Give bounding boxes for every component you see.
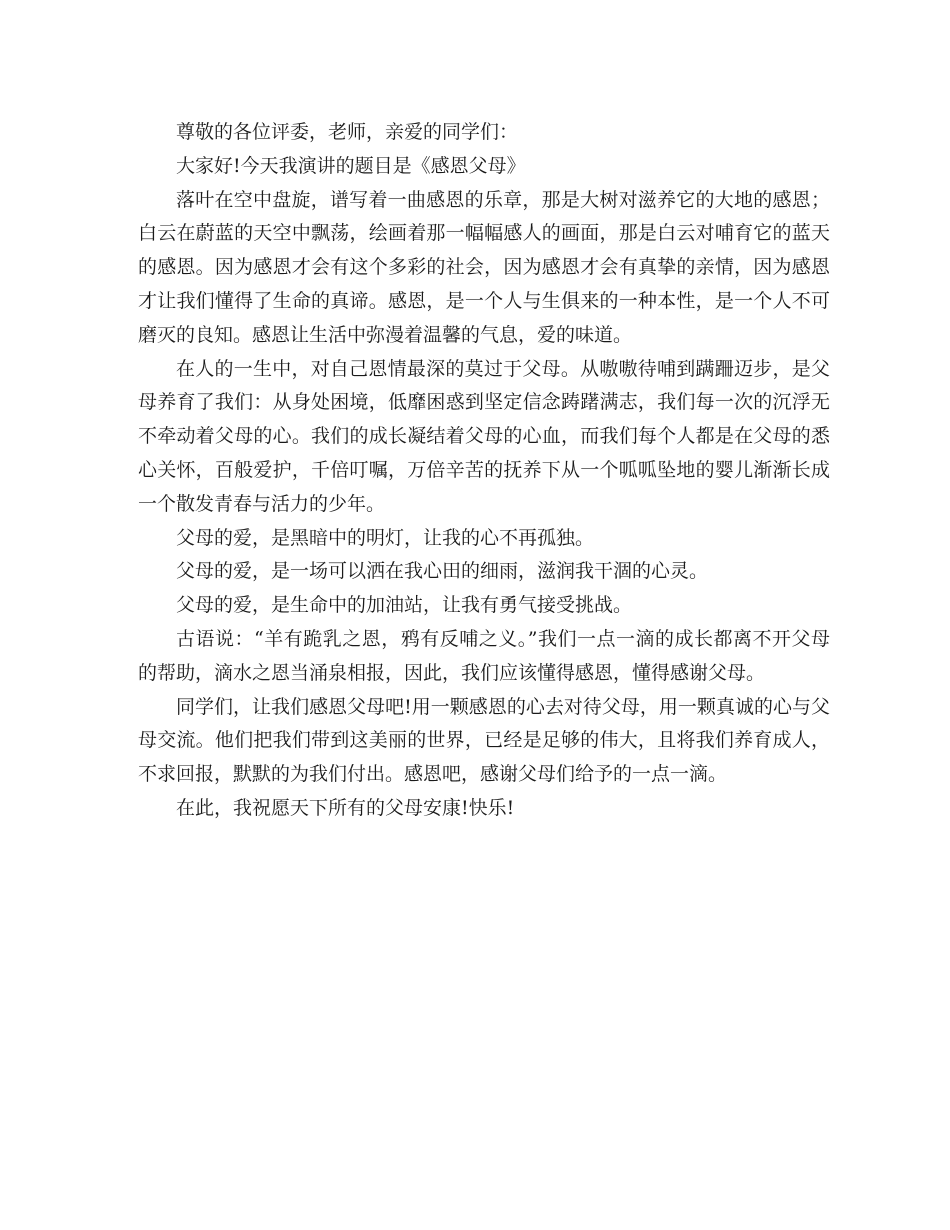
greeting-paragraph: 大家好!今天我演讲的题目是《感恩父母》 <box>176 154 526 177</box>
body-paragraph: 在人的一生中，对自己恩情最深的莫过于父母。从嗷嗷待哺到蹒跚迈步，是父母养育了我们：从身处困境，低靡困惑到坚定信念踌躇满志，我们每一次的沉浮无不牵动着父母的心。我们的成长凝结着父母的心血，而我们每个人都是在父母的悉心关怀，百般爱护，千倍叮嘱，万倍辛苦的抚养下从一个呱呱坠地的婴儿渐渐长成一个散发青春与活力的少年。 <box>138 357 830 515</box>
closing-paragraph: 在此，我祝愿天下所有的父母安康!快乐! <box>176 796 515 819</box>
salutation-paragraph: 尊敬的各位评委，老师，亲爱的同学们： <box>176 121 519 143</box>
body-paragraph: 同学们，让我们感恩父母吧!用一颗感恩的心去对待父母，用一颗真诚的心与父母交流。他们把我们带到这美丽的世界，已经是足够的伟大，且将我们养育成人，不求回报，默默的为我们付出。感恩吧，感谢父母们给予的一点一滴。 <box>138 695 830 786</box>
body-paragraph: 古语说：“羊有跪乳之恩，鸦有反哺之义。”我们一点一滴的成长都离不开父母的帮助，滴水之恩当涌泉相报，因此，我们应该懂得感恩，懂得感谢父母。 <box>138 627 830 684</box>
speech-body <box>138 116 830 826</box>
body-paragraph: 父母的爱，是生命中的加油站，让我有勇气接受挑战。 <box>176 594 633 617</box>
body-paragraph: 父母的爱，是一场可以洒在我心田的细雨，滋润我干涸的心灵。 <box>176 560 709 583</box>
body-paragraph: 父母的爱，是黑暗中的明灯，让我的心不再孤独。 <box>176 526 595 549</box>
body-paragraph: 落叶在空中盘旋，谱写着一曲感恩的乐章，那是大树对滋养它的大地的感恩；白云在蔚蓝的天空中飘荡，绘画着那一幅幅感人的画面，那是白云对哺育它的蓝天的感恩。因为感恩才会有这个多彩的社会，因为感恩才会有真挚的亲情，因为感恩才让我们懂得了生命的真谛。感恩，是一个人与生俱来的一种本性，是一个人不可磨灭的良知。感恩让生活中弥漫着温馨的气息，爱的味道。 <box>138 188 830 346</box>
